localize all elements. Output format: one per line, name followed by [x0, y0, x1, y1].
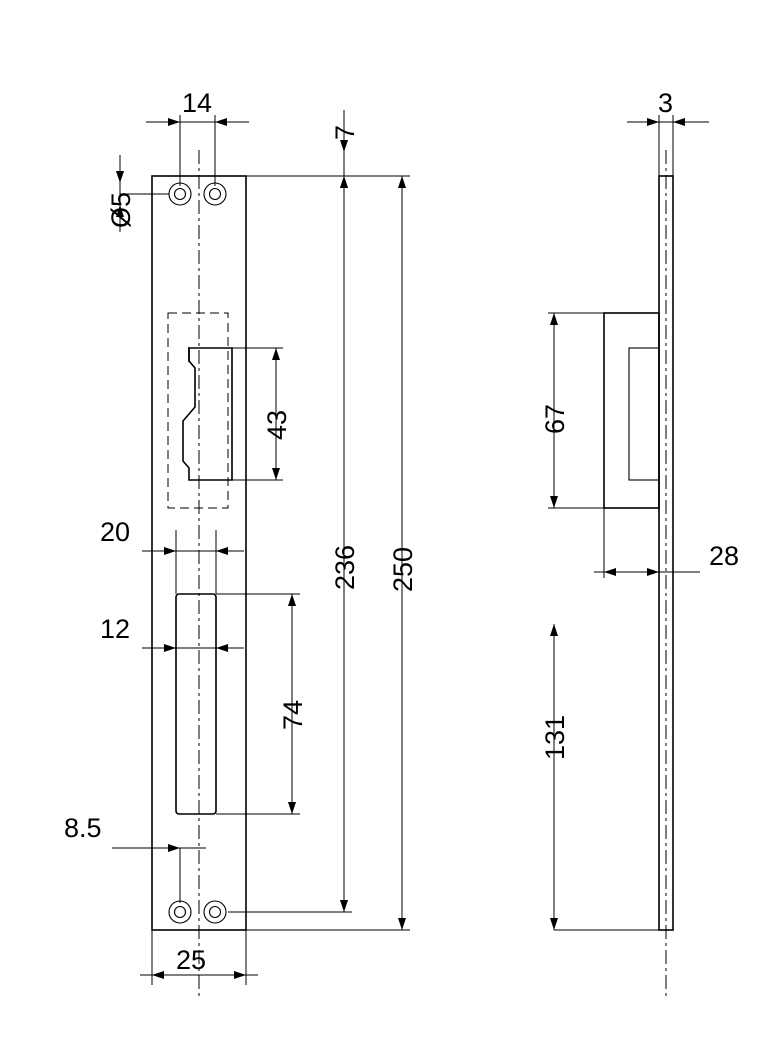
dim-14-arrow-left	[168, 118, 180, 126]
dim-43-arrow-bottom	[272, 468, 280, 480]
screw-hole-bottom-left-outer	[169, 901, 191, 923]
dim-20-arrow-left	[164, 547, 176, 555]
dim-28-arrow-right	[647, 568, 659, 576]
dim-74-arrow-bottom	[288, 802, 296, 814]
dim-label-3: 3	[658, 88, 674, 118]
dim-12-arrow-left	[164, 644, 176, 652]
dim-label-diameter-5: Ø5	[106, 191, 136, 228]
dim-label-43: 43	[262, 409, 292, 440]
latch-cutout-profile	[183, 348, 232, 480]
dim-236-arrow-bottom	[340, 900, 348, 912]
dim-131-arrow-top	[550, 624, 558, 636]
dim-label-250: 250	[388, 546, 418, 592]
latch-box-hidden-outline	[168, 313, 228, 508]
dim-label-67: 67	[540, 403, 570, 434]
dim-8_5-arrow-right	[168, 844, 180, 852]
dim-74-arrow-top	[288, 594, 296, 606]
dim-25-arrow-left	[152, 971, 164, 979]
screw-hole-bottom-right-inner	[210, 907, 221, 918]
dim-label-28: 28	[709, 541, 740, 571]
dim-label-25: 25	[176, 945, 207, 975]
dim-236-arrow-top	[340, 176, 348, 188]
screw-hole-top-left-outer	[169, 183, 191, 205]
dim-label-236: 236	[330, 544, 360, 590]
dim-label-14: 14	[182, 88, 213, 118]
dim-14-arrow-right	[215, 118, 227, 126]
screw-hole-top-left-inner	[175, 189, 186, 200]
dim-25-arrow-right	[234, 971, 246, 979]
dim-67-arrow-top	[550, 313, 558, 325]
dim-131-arrow-bottom	[550, 918, 558, 930]
screw-hole-bottom-right-outer	[204, 901, 226, 923]
dim-label-20: 20	[100, 517, 131, 547]
dim-label-12: 12	[100, 614, 131, 644]
dim-label-7: 7	[330, 124, 360, 140]
dim-7-arrow-top	[340, 140, 348, 152]
side-box-outline	[604, 313, 659, 508]
dim-12-arrow-right	[216, 644, 228, 652]
dim-20-arrow-right	[216, 547, 228, 555]
dim-3-arrow-left	[647, 118, 659, 126]
dim-67-arrow-bottom	[550, 496, 558, 508]
dim-28-arrow-left	[604, 568, 616, 576]
screw-hole-top-right-inner	[210, 189, 221, 200]
dim-label-74: 74	[278, 699, 308, 730]
dim-label-8-5: 8.5	[64, 813, 102, 843]
side-box-inner-step	[629, 348, 659, 480]
screw-hole-top-right-outer	[204, 183, 226, 205]
dim-43-arrow-top	[272, 348, 280, 360]
long-slot	[176, 594, 216, 814]
dim-3-arrow-right	[673, 118, 685, 126]
dim-label-131: 131	[540, 714, 570, 760]
dim-d5-arrow-top	[116, 171, 124, 183]
dim-250-arrow-top	[398, 176, 406, 188]
dim-250-arrow-bottom	[398, 918, 406, 930]
screw-hole-bottom-left-inner	[175, 907, 186, 918]
